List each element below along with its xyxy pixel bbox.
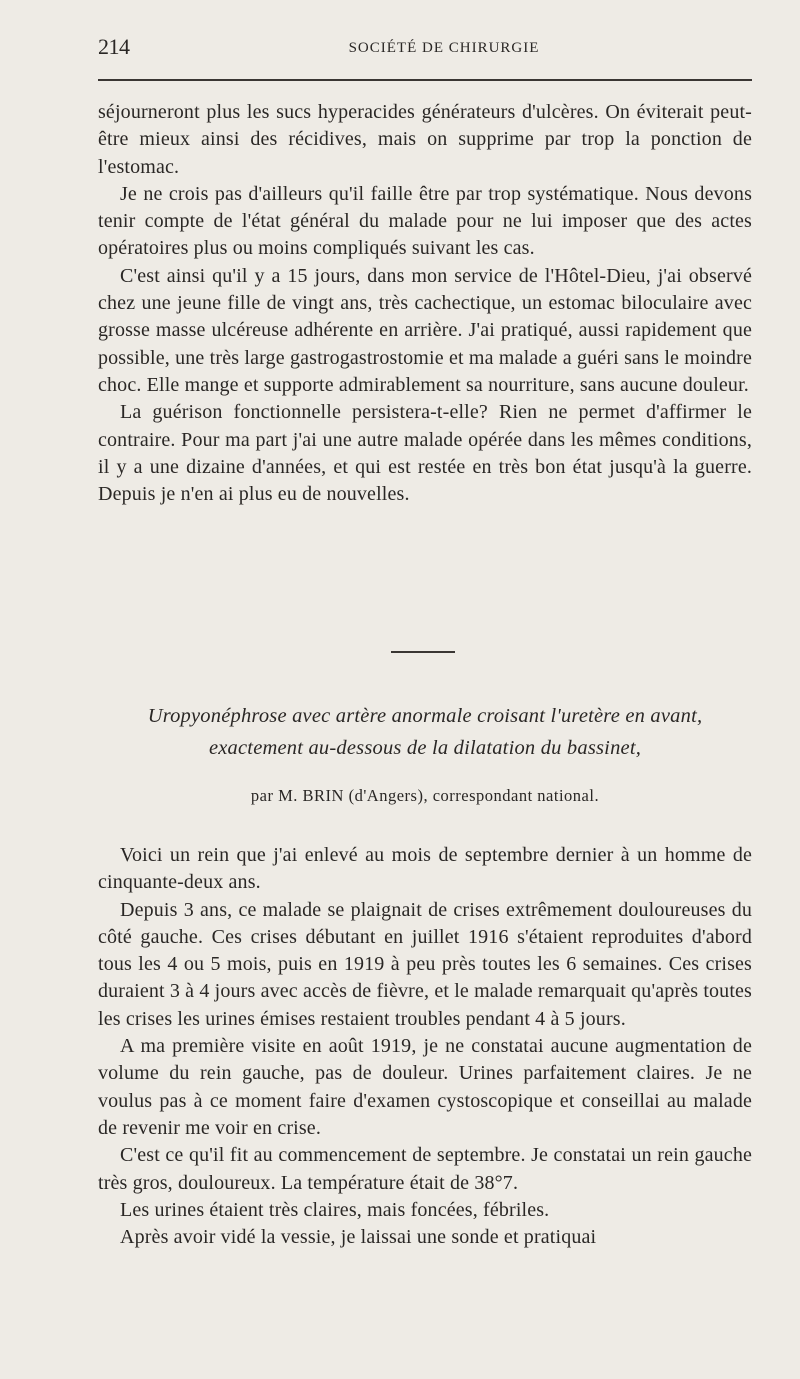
header-rule [98,79,752,81]
paragraph: séjourneront plus les sucs hyperacides générateurs d'ulcères. On éviterait peut-être mieux ainsi des récidives, mais on supprime par trop la ponction de l'estomac. [98,101,752,178]
page-number: 214 [98,34,130,59]
article-title-line: Uropyonéphrose avec artère anormale croisant l'uretère en avant, [147,705,703,727]
paragraph: Les urines étaient très claires, mais foncées, fébriles. [120,1198,550,1221]
paragraph: La guérison fonctionnelle persistera-t-elle? Rien ne permet d'affirmer le contraire. Pour ma part j'ai une autre malade opérée dans les mêmes conditions, il y a une dizaine d'années, et qui est restée en très bon état jusqu'à la guerre. Depuis je n'en ai plus eu de nouvelles. [98,401,752,506]
paragraph: Voici un rein que j'ai enlevé au mois de septembre dernier à un homme de cinquante-deux ans. [98,844,752,894]
paragraph: Je ne crois pas d'ailleurs qu'il faille être par trop systématique. Nous devons tenir compte de l'état général du malade pour ne lui imposer que des actes opératoires plus ou moins compliqués suivant les cas. [98,182,752,260]
article-title [98,700,752,764]
article-text [98,842,752,1251]
paragraph: A ma première visite en août 1919, je ne constatai aucune augmentation de volume du rein gauche, pas de douleur. Urines parfaitement claires. Je ne voulus pas à ce moment faire d'examen cystoscopique et conseillai au malade de revenir me voir en crise. [98,1035,752,1139]
article-byline: par M. BRIN (d'Angers), correspondant national. [250,786,600,805]
paragraph: C'est ce qu'il fit au commencement de septembre. Je constatai un rein gauche très gros, douloureux. La température était de 38°7. [98,1144,752,1194]
paragraph: Depuis 3 ans, ce malade se plaignait de crises extrêmement douloureuses du côté gauche. Ces crises débutant en juillet 1916 s'étaient reproduites d'abord tous les 4 ou 5 mois, puis en 1919 à peu près toutes les 6 semaines. Ces crises duraient 3 à 4 jours avec accès de fièvre, et le malade remarquait qu'après toutes les crises les urines émises restaient troubles pendant 4 à 5 jours. [98,898,752,1030]
page-header [98,34,750,74]
section-divider [391,651,455,653]
paragraph: Après avoir vidé la vessie, je laissai une sonde et pratiquai [120,1226,597,1249]
article-title-line: exactement au-dessous de la dilatation du bassinet, [208,737,642,759]
running-head: SOCIÉTÉ DE CHIRURGIE [348,40,540,56]
discussion-text [98,99,752,508]
paragraph: C'est ainsi qu'il y a 15 jours, dans mon service de l'Hôtel-Dieu, j'ai observé chez une jeune fille de vingt ans, très cachectique, un estomac biloculaire avec grosse masse ulcéreuse adhérente en arrière. J'ai pratiqué, aussi rapidement que possible, une très large gastrogastrostomie et ma malade a guéri sans le moindre choc. Elle mange et supporte admirablement sa nourriture, sans aucune douleur. [98,264,752,396]
